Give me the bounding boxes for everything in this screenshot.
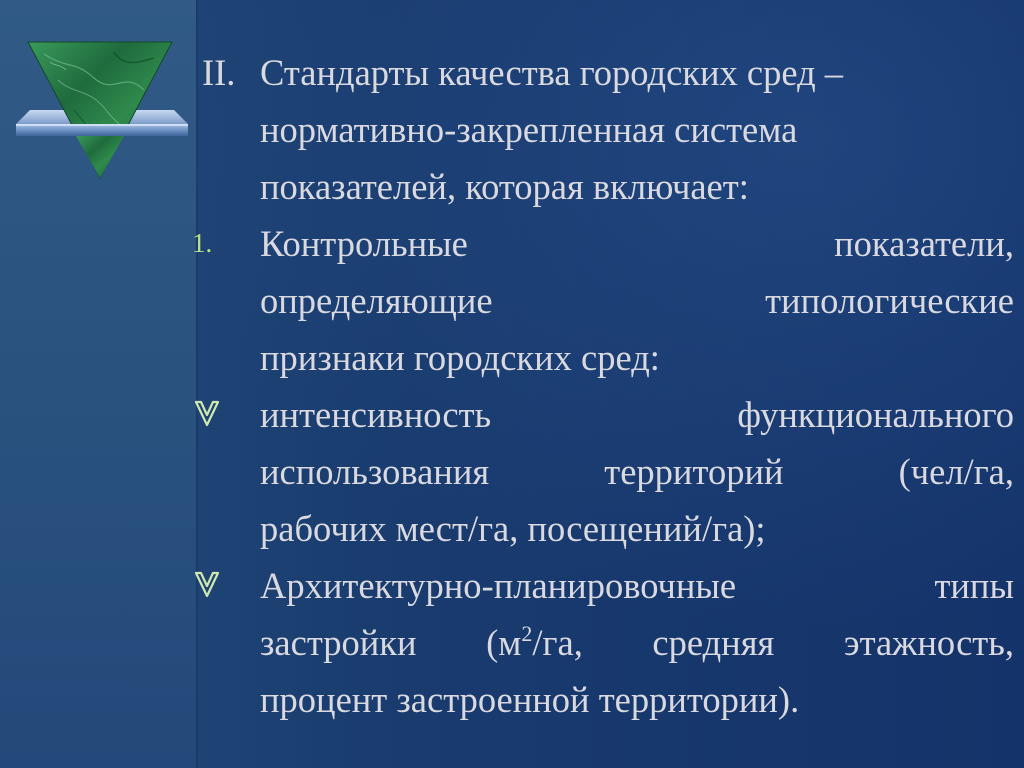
checkmark-icon xyxy=(194,398,220,428)
bullet-item xyxy=(188,557,1014,728)
bullet-item xyxy=(188,386,1014,557)
heading-line: показателей, которая включает: xyxy=(260,166,749,207)
heading-line: Стандарты качества городских сред – xyxy=(260,52,844,93)
checkmark-icon xyxy=(194,569,220,599)
numbered-item-line: признаки городских сред: xyxy=(260,337,660,378)
roman-numeral-marker: II. xyxy=(202,52,236,93)
heading-line: нормативно-закрепленная система xyxy=(260,109,798,150)
bullet-line xyxy=(260,614,1014,671)
numbered-item xyxy=(188,215,1014,386)
bullet-line: интенсивность функционального xyxy=(260,394,1014,435)
numbered-item-line: определяющие типологические xyxy=(260,280,1014,321)
number-marker: 1. xyxy=(192,228,213,258)
bullet-text: застройки (м xyxy=(260,622,522,663)
bullet-line: использования территорий (чел/га, xyxy=(260,451,1014,492)
heading-paragraph xyxy=(188,44,1014,215)
numbered-item-line: Контрольные показатели, xyxy=(260,223,1014,264)
superscript: 2 xyxy=(521,621,533,646)
bullet-text: /га, средняя этажность, xyxy=(532,622,1014,663)
bullet-line: Архитектурно-планировочные типы xyxy=(260,565,1014,606)
green-marble-triangle-icon xyxy=(14,40,190,182)
bullet-line: рабочих мест/га, посещений/га); xyxy=(260,508,766,549)
bullet-line: процент застроенной территории). xyxy=(260,679,800,720)
slide-body xyxy=(188,44,1014,728)
